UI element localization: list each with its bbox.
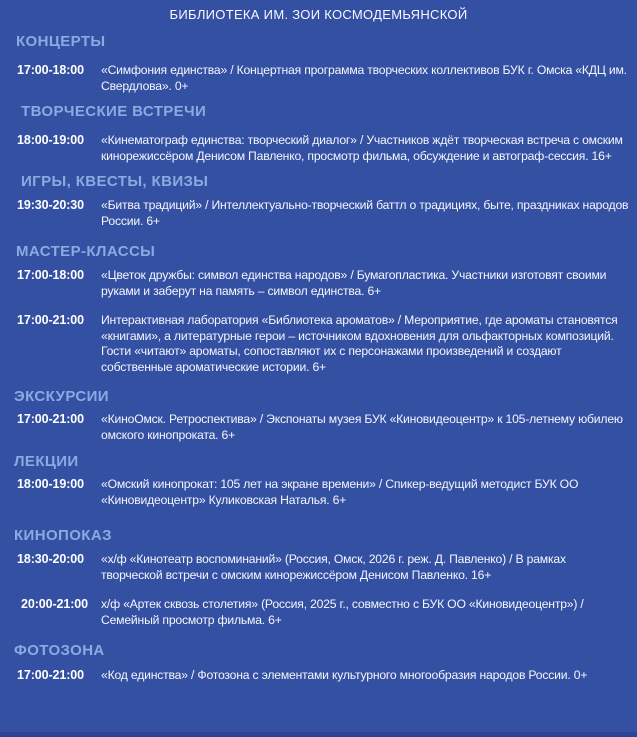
event-time: 17:00-21:00 xyxy=(17,412,85,426)
event-description: х/ф «Артек сквозь столетия» (Россия, 2025 г., совместно с БУК ОО «Киновидеоцентр») / Семейный просмотр фильма. 6+ xyxy=(101,597,584,627)
section-concerts xyxy=(0,33,637,94)
schedule-event xyxy=(0,313,637,375)
page-title: БИБЛИОТЕКА ИМ. ЗОИ КОСМОДЕМЬЯНСКОЙ xyxy=(169,7,468,22)
section-master-classes xyxy=(0,243,637,375)
section-excursions xyxy=(0,388,637,443)
event-time: 20:00-21:00 xyxy=(21,597,89,611)
event-time: 19:30-20:30 xyxy=(17,198,85,212)
section-creative-meetings xyxy=(0,103,637,164)
schedule-event xyxy=(0,477,637,508)
section-lectures xyxy=(0,453,637,508)
event-description: «Омский кинопрокат: 105 лет на экране времени» / Спикер-ведущий методист БУК ОО «Киновидеоцентр» Куликовская Наталья. 6+ xyxy=(101,477,579,507)
event-time: 17:00-18:00 xyxy=(17,268,85,282)
event-time: 18:00-19:00 xyxy=(17,477,85,491)
event-time: 17:00-18:00 xyxy=(17,63,85,77)
schedule-event xyxy=(0,268,637,299)
schedule-event xyxy=(0,552,637,583)
section-header: ТВОРЧЕСКИЕ ВСТРЕЧИ xyxy=(21,103,207,120)
section-header: ИГРЫ, КВЕСТЫ, КВИЗЫ xyxy=(21,173,209,190)
event-description: «Цветок дружбы: символ единства народов» / Бумагопластика. Участники изготовят своими руками и заберут на память – символ единства. 6+ xyxy=(101,268,607,298)
event-time: 17:00-21:00 xyxy=(17,313,85,327)
section-film-screening xyxy=(0,527,637,628)
schedule-event xyxy=(0,63,637,94)
section-header: МАСТЕР-КЛАССЫ xyxy=(16,243,156,260)
section-header: ФОТОЗОНА xyxy=(14,642,105,659)
event-description: «Кинематограф единства: творческий диалог» / Участников ждёт творческая встреча с омским кинорежиссёром Денисом Павленко, просмотр фильма, обсуждение и автограф-сессия. 16+ xyxy=(101,133,623,163)
schedule-event xyxy=(0,412,637,443)
event-description: «х/ф «Кинотеатр воспоминаний» (Россия, Омск, 2026 г. реж. Д. Павленко) / В рамках творческой встречи с омским кинорежиссёром Денисом Павленко. 16+ xyxy=(101,552,566,582)
schedule-event xyxy=(0,597,637,628)
section-header: КОНЦЕРТЫ xyxy=(16,33,106,50)
section-header: ЛЕКЦИИ xyxy=(14,453,79,470)
section-photo-zone xyxy=(0,642,637,684)
section-header: КИНОПОКАЗ xyxy=(14,527,112,544)
schedule-event xyxy=(0,133,637,164)
section-header: ЭКСКУРСИИ xyxy=(14,388,109,405)
bottom-edge-strip xyxy=(0,732,637,737)
event-description: «Код единства» / Фотозона с элементами культурного многообразия народов России. 0+ xyxy=(101,668,588,682)
event-description: Интерактивная лаборатория «Библиотека ароматов» / Мероприятие, где ароматы становятся «книгами», а литературные герои – источником вдохновения для ольфакторных композиций. Гости «читают» ароматы, сопоставляют их с персонажами произведений и создают собственные ароматические истории. 6+ xyxy=(101,313,618,374)
event-time: 17:00-21:00 xyxy=(17,668,85,682)
schedule-event xyxy=(0,198,637,229)
section-games-quests-quizzes xyxy=(0,173,637,229)
event-description: «КиноОмск. Ретроспектива» / Экспонаты музея БУК «Киновидеоцентр» к 105-летнему юбилею омского кинопроката. 6+ xyxy=(101,412,623,442)
event-description: «Симфония единства» / Концертная программа творческих коллективов БУК г. Омска «КДЦ им. Свердлова». 0+ xyxy=(101,63,627,93)
event-time: 18:00-19:00 xyxy=(17,133,85,147)
event-time: 18:30-20:00 xyxy=(17,552,85,566)
event-description: «Битва традиций» / Интеллектуально-творческий баттл о традициях, быте, праздниках народов России. 6+ xyxy=(101,198,629,228)
schedule-event xyxy=(0,668,637,684)
